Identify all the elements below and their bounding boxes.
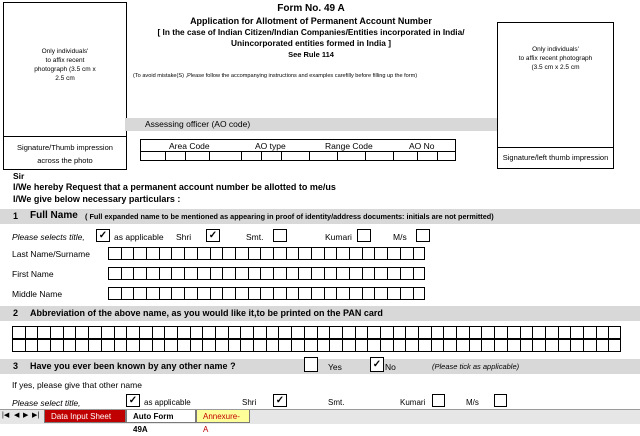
char-cell[interactable] [126, 326, 139, 339]
char-cell[interactable] [469, 326, 482, 339]
title-prompt-1: Please selects title, [12, 232, 85, 242]
char-cell[interactable] [12, 326, 25, 339]
other-as-applicable-checkbox[interactable]: ✓ [126, 394, 140, 407]
char-cell[interactable] [329, 339, 342, 352]
char-cell[interactable] [456, 326, 469, 339]
char-cell[interactable] [253, 326, 266, 339]
char-cell[interactable] [311, 267, 324, 280]
char-cell[interactable] [431, 339, 444, 352]
char-cell[interactable] [298, 267, 311, 280]
char-cell[interactable] [374, 247, 387, 260]
char-cell[interactable] [210, 247, 223, 260]
char-cell[interactable] [443, 339, 456, 352]
other-title-kumari-checkbox[interactable] [432, 394, 445, 407]
char-cell[interactable] [152, 339, 165, 352]
char-cell[interactable] [298, 247, 311, 260]
char-cell[interactable] [197, 287, 210, 300]
char-cell[interactable] [184, 287, 197, 300]
char-cell[interactable] [184, 247, 197, 260]
form-subtitle-2: Unincorporated entities formed in India ] [231, 38, 391, 48]
char-cell[interactable] [380, 326, 393, 339]
char-cell[interactable] [273, 247, 286, 260]
char-cell[interactable] [210, 267, 223, 280]
char-cell[interactable] [248, 287, 261, 300]
char-cell[interactable] [133, 247, 146, 260]
section-2-bar: 2 Abbreviation of the above name, as you would like it,to be printed on the PAN card [0, 306, 640, 321]
char-cell[interactable] [50, 326, 63, 339]
particulars-line: I/We give below necessary particulars : [13, 194, 181, 204]
char-cell[interactable] [152, 326, 165, 339]
char-cell[interactable] [405, 326, 418, 339]
char-cell[interactable] [393, 339, 406, 352]
char-cell[interactable] [197, 247, 210, 260]
ao-cell-divider [185, 151, 186, 161]
char-cell[interactable] [210, 287, 223, 300]
tab-annexure-a[interactable]: Annexure-A [196, 410, 250, 423]
first-name-cells[interactable] [108, 267, 425, 280]
char-cell[interactable] [367, 326, 380, 339]
ao-code-title: Assessing officer (AO code) [145, 119, 251, 129]
char-cell[interactable] [456, 339, 469, 352]
char-cell[interactable] [139, 339, 152, 352]
char-cell[interactable] [121, 267, 134, 280]
tab-scroll-next-icon[interactable]: ▶ [23, 412, 29, 419]
char-cell[interactable] [355, 326, 368, 339]
char-cell[interactable] [177, 339, 190, 352]
ao-cell-divider [417, 151, 418, 161]
ao-col-range-code: Range Code [325, 141, 373, 151]
other-as-applicable-label: as applicable [144, 398, 191, 407]
char-cell[interactable] [349, 287, 362, 300]
char-cell[interactable] [240, 326, 253, 339]
char-cell[interactable] [413, 287, 426, 300]
char-cell[interactable] [139, 326, 152, 339]
char-cell[interactable] [248, 247, 261, 260]
char-cell[interactable] [311, 247, 324, 260]
section-1-bar: 1 Full Name ( Full expanded name to be mentioned as appearing in proof of identity/address documents: initials are not permitted) [0, 209, 640, 224]
signature-box-right: Signature/left thumb impression [497, 147, 614, 169]
char-cell[interactable] [405, 339, 418, 352]
tab-auto-form-49a[interactable]: Auto Form 49A [126, 410, 196, 423]
char-cell[interactable] [387, 267, 400, 280]
char-cell[interactable] [101, 326, 114, 339]
char-cell[interactable] [184, 267, 197, 280]
form-title: Application for Allotment of Permanent Account Number [190, 16, 432, 26]
char-cell[interactable] [159, 247, 172, 260]
char-cell[interactable] [400, 267, 413, 280]
char-cell[interactable] [481, 339, 494, 352]
char-cell[interactable] [215, 326, 228, 339]
ao-code-cells[interactable] [141, 151, 455, 161]
char-cell[interactable] [317, 326, 330, 339]
char-cell[interactable] [570, 339, 583, 352]
char-cell[interactable] [418, 326, 431, 339]
title-ms-checkbox[interactable] [416, 229, 430, 242]
char-cell[interactable] [228, 339, 241, 352]
char-cell[interactable] [317, 339, 330, 352]
char-cell[interactable] [75, 339, 88, 352]
tab-data-input-sheet[interactable]: Data Input Sheet [44, 410, 126, 423]
char-cell[interactable] [63, 339, 76, 352]
other-name-no-label: No [385, 362, 396, 372]
char-cell[interactable] [248, 267, 261, 280]
char-cell[interactable] [215, 339, 228, 352]
char-cell[interactable] [324, 247, 337, 260]
first-name-label: First Name [12, 269, 54, 279]
char-cell[interactable] [159, 287, 172, 300]
abbreviation-cells-row-2[interactable] [12, 339, 621, 352]
tab-scroll-last-icon[interactable]: ▶| [32, 412, 40, 419]
char-cell[interactable] [222, 247, 235, 260]
char-cell[interactable] [336, 247, 349, 260]
char-cell[interactable] [380, 339, 393, 352]
char-cell[interactable] [278, 326, 291, 339]
char-cell[interactable] [126, 339, 139, 352]
photo-box-right [497, 22, 614, 148]
char-cell[interactable] [393, 326, 406, 339]
char-cell[interactable] [164, 326, 177, 339]
other-title-ms-label: M/s [466, 398, 479, 407]
abbreviation-cells-row-1[interactable] [12, 326, 621, 339]
title-shri-label: Shri [176, 232, 192, 242]
ao-col-ao-type: AO type [255, 141, 286, 151]
ao-cell-divider [437, 151, 438, 161]
tab-scroll-first-icon[interactable]: |◀ [2, 412, 10, 419]
ao-cell-divider [281, 151, 282, 161]
char-cell[interactable] [235, 287, 248, 300]
char-cell[interactable] [583, 326, 596, 339]
char-cell[interactable] [520, 339, 533, 352]
char-cell[interactable] [108, 247, 121, 260]
ao-col-area-code: Area Code [169, 141, 210, 151]
char-cell[interactable] [469, 339, 482, 352]
char-cell[interactable] [349, 247, 362, 260]
char-cell[interactable] [291, 339, 304, 352]
char-cell[interactable] [494, 326, 507, 339]
other-title-ms-checkbox[interactable] [494, 394, 507, 407]
char-cell[interactable] [431, 326, 444, 339]
char-cell[interactable] [336, 267, 349, 280]
salutation: Sir [13, 171, 25, 181]
title-smt-checkbox[interactable] [273, 229, 287, 242]
tick-note: (Please tick as applicable) [432, 362, 520, 371]
char-cell[interactable] [75, 326, 88, 339]
char-cell[interactable] [596, 326, 609, 339]
char-cell[interactable] [324, 287, 337, 300]
other-title-shri-label: Shri [242, 398, 257, 407]
other-name-yes-label: Yes [328, 362, 342, 372]
char-cell[interactable] [25, 339, 38, 352]
other-title-kumari-label: Kumari [400, 398, 426, 407]
char-cell[interactable] [164, 339, 177, 352]
char-cell[interactable] [336, 287, 349, 300]
sheet-tab-bar [0, 409, 640, 434]
char-cell[interactable] [88, 339, 101, 352]
title-kumari-label: Kumari [325, 232, 352, 242]
char-cell[interactable] [362, 287, 375, 300]
char-cell[interactable] [608, 339, 621, 352]
char-cell[interactable] [63, 326, 76, 339]
char-cell[interactable] [367, 339, 380, 352]
middle-name-label: Middle Name [12, 289, 63, 299]
title-kumari-checkbox[interactable] [357, 229, 371, 242]
ao-cell-divider [337, 151, 338, 161]
ao-cell-divider [241, 151, 242, 161]
ao-cell-divider [393, 151, 394, 161]
char-cell[interactable] [114, 339, 127, 352]
char-cell[interactable] [133, 267, 146, 280]
char-cell[interactable] [374, 267, 387, 280]
char-cell[interactable] [202, 339, 215, 352]
last-name-label: Last Name/Surname [12, 249, 90, 259]
char-cell[interactable] [146, 267, 159, 280]
tab-scroll-prev-icon[interactable]: ◀ [14, 412, 20, 419]
char-cell[interactable] [228, 326, 241, 339]
char-cell[interactable] [558, 339, 571, 352]
form-notice: (To avoid mistake(S) ,Please follow the accompanying instructions and examples carefilly before filling up the form) [133, 73, 418, 79]
other-name-prompt: If yes, please give that other name [12, 380, 142, 390]
char-cell[interactable] [197, 267, 210, 280]
char-cell[interactable] [298, 287, 311, 300]
char-cell[interactable] [324, 267, 337, 280]
char-cell[interactable] [88, 326, 101, 339]
char-cell[interactable] [273, 287, 286, 300]
char-cell[interactable] [159, 267, 172, 280]
char-cell[interactable] [355, 339, 368, 352]
char-cell[interactable] [532, 339, 545, 352]
char-cell[interactable] [596, 339, 609, 352]
char-cell[interactable] [532, 326, 545, 339]
char-cell[interactable] [108, 287, 121, 300]
char-cell[interactable] [278, 339, 291, 352]
char-cell[interactable] [222, 287, 235, 300]
char-cell[interactable] [481, 326, 494, 339]
char-cell[interactable] [37, 326, 50, 339]
char-cell[interactable] [260, 247, 273, 260]
char-cell[interactable] [494, 339, 507, 352]
char-cell[interactable] [171, 267, 184, 280]
char-cell[interactable] [202, 326, 215, 339]
char-cell[interactable] [50, 339, 63, 352]
char-cell[interactable] [558, 326, 571, 339]
form-subtitle-1: [ In the case of Indian Citizen/Indian Companies/Entities incorporated in India/ [157, 27, 465, 37]
char-cell[interactable] [37, 339, 50, 352]
title-ms-label: M/s [393, 232, 407, 242]
char-cell[interactable] [362, 267, 375, 280]
char-cell[interactable] [190, 326, 203, 339]
char-cell[interactable] [266, 339, 279, 352]
char-cell[interactable] [507, 339, 520, 352]
ao-cell-divider [209, 151, 210, 161]
char-cell[interactable] [304, 339, 317, 352]
ao-code-bar [125, 118, 497, 131]
char-cell[interactable] [146, 287, 159, 300]
char-cell[interactable] [342, 326, 355, 339]
char-cell[interactable] [413, 267, 426, 280]
char-cell[interactable] [146, 247, 159, 260]
other-title-shri-checkbox[interactable]: ✓ [273, 394, 287, 407]
char-cell[interactable] [400, 287, 413, 300]
char-cell[interactable] [25, 326, 38, 339]
title-shri-checkbox[interactable]: ✓ [206, 229, 220, 242]
section-1-note: ( Full expanded name to be mentioned as appearing in proof of identity/address documents: initials are not permitted) [85, 212, 494, 221]
other-name-yes-checkbox[interactable] [304, 357, 318, 372]
char-cell[interactable] [362, 247, 375, 260]
char-cell[interactable] [121, 287, 134, 300]
middle-name-cells[interactable] [108, 287, 425, 300]
char-cell[interactable] [286, 247, 299, 260]
char-cell[interactable] [374, 287, 387, 300]
char-cell[interactable] [235, 247, 248, 260]
char-cell[interactable] [349, 267, 362, 280]
char-cell[interactable] [266, 326, 279, 339]
char-cell[interactable] [291, 326, 304, 339]
photo-instructions-left: Only individuals' to affix recent photograph (3.5 cm x 2.5 cm [34, 48, 96, 82]
section-3-title: Have you ever been known by any other name ? [30, 361, 236, 371]
section-3-bar: 3 Have you ever been known by any other name ? [0, 359, 640, 374]
char-cell[interactable] [304, 326, 317, 339]
char-cell[interactable] [443, 326, 456, 339]
ao-cell-divider [309, 151, 310, 161]
char-cell[interactable] [507, 326, 520, 339]
char-cell[interactable] [545, 326, 558, 339]
title-prompt-3: Please select title, [12, 398, 81, 408]
char-cell[interactable] [260, 287, 273, 300]
char-cell[interactable] [329, 326, 342, 339]
request-line: I/We hereby Request that a permanent account number be allotted to me/us [13, 182, 336, 192]
title-smt-label: Smt. [246, 232, 264, 242]
form-header [125, 3, 497, 61]
char-cell[interactable] [286, 267, 299, 280]
char-cell[interactable] [121, 247, 134, 260]
char-cell[interactable] [583, 339, 596, 352]
char-cell[interactable] [171, 287, 184, 300]
char-cell[interactable] [171, 247, 184, 260]
char-cell[interactable] [387, 287, 400, 300]
char-cell[interactable] [273, 267, 286, 280]
char-cell[interactable] [222, 267, 235, 280]
photo-box-left [3, 2, 127, 138]
ao-cell-divider [165, 151, 166, 161]
char-cell[interactable] [570, 326, 583, 339]
char-cell[interactable] [608, 326, 621, 339]
form-number: Form No. 49 A [277, 3, 345, 14]
char-cell[interactable] [108, 267, 121, 280]
section-2-title: Abbreviation of the above name, as you would like it,to be printed on the PAN card [30, 308, 383, 318]
ao-cell-divider [261, 151, 262, 161]
char-cell[interactable] [387, 247, 400, 260]
char-cell[interactable] [400, 247, 413, 260]
ao-code-table [140, 139, 456, 161]
char-cell[interactable] [114, 326, 127, 339]
char-cell[interactable] [190, 339, 203, 352]
photo-instructions-right: Only individuals' to affix recent photograph (3.5 cm x 2.5 cm [518, 46, 593, 71]
ao-col-ao-no: AO No [409, 141, 435, 151]
ao-cell-divider [365, 151, 366, 161]
as-applicable-checkbox[interactable]: ✓ [96, 229, 110, 242]
char-cell[interactable] [177, 326, 190, 339]
char-cell[interactable] [342, 339, 355, 352]
other-name-no-checkbox[interactable]: ✓ [370, 357, 384, 372]
char-cell[interactable] [133, 287, 146, 300]
section-1-title: Full Name [30, 210, 78, 221]
rule-ref: See Rule 114 [288, 50, 334, 59]
char-cell[interactable] [418, 339, 431, 352]
char-cell[interactable] [240, 339, 253, 352]
char-cell[interactable] [235, 267, 248, 280]
signature-box-left: Signature/Thumb impression across the photo [3, 136, 127, 170]
last-name-cells[interactable] [108, 247, 425, 260]
char-cell[interactable] [260, 267, 273, 280]
char-cell[interactable] [520, 326, 533, 339]
char-cell[interactable] [413, 247, 426, 260]
char-cell[interactable] [286, 287, 299, 300]
char-cell[interactable] [311, 287, 324, 300]
char-cell[interactable] [253, 339, 266, 352]
char-cell[interactable] [545, 339, 558, 352]
other-title-smt-label: Smt. [328, 398, 345, 407]
char-cell[interactable] [101, 339, 114, 352]
char-cell[interactable] [12, 339, 25, 352]
as-applicable-label: as applicable [114, 232, 164, 242]
